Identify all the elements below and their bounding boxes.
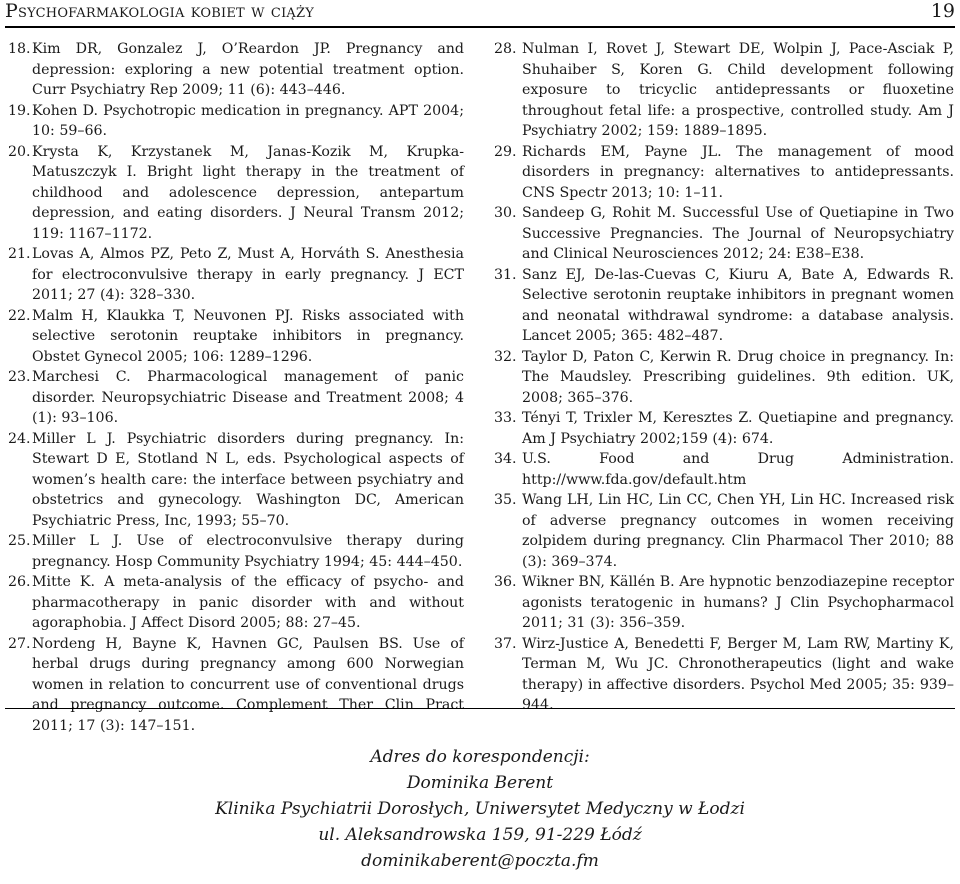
reference-text: Nordeng H, Bayne K, Havnen GC, Paulsen BS. Use of herbal drugs during pregnancy among 600 Norwegian women in relation to concurrent use of conventional drugs and pregnancy outcome. Complement Ther Clin Pract 2011; 17 (3): 147–151.: [32, 635, 464, 734]
reference-item: [494, 490, 954, 572]
reference-text: Marchesi C. Pharmacological management of panic disorder. Neuropsychiatric Disease and Treatment 2008; 4 (1): 93–106.: [32, 369, 464, 426]
footer-divider: [5, 708, 955, 709]
reference-text: Miller L J. Psychiatric disorders during pregnancy. In: Stewart D E, Stotland N L, eds. Psychological aspects of women’s health care: the interface between psychiatry and obstetrics and gynecology. Washington DC, American Psychiatric Press, Inc, 1993; 55–70.: [32, 430, 464, 529]
reference-number: 24.: [8, 430, 31, 447]
reference-number: 30.: [494, 205, 517, 221]
reference-item: [8, 306, 464, 368]
reference-text: Richards EM, Payne JL. The management of mood disorders in pregnancy: alternatives to antidepressants. CNS Spectr 2013; 10: 1–11.: [522, 143, 954, 201]
correspondence-street: ul. Aleksandrowska 159, 91-229 Łódź: [318, 825, 642, 845]
reference-number: 29.: [494, 143, 517, 160]
running-title: Psychofarmakologia kobiet w ciąży: [5, 0, 315, 22]
correspondence-heading: Adres do korespondencji:: [370, 747, 590, 767]
reference-text: Malm H, Klaukka T, Neuvonen PJ. Risks associated with selective serotonin reuptake inhibitors in pregnancy. Obstet Gynecol 2005; 106: 1289–1296.: [32, 307, 464, 365]
reference-item: [494, 265, 954, 347]
reference-number: 27.: [8, 635, 31, 652]
reference-item: [494, 347, 954, 409]
reference-item: [8, 531, 464, 572]
reference-text: Kim DR, Gonzalez J, O’Reardon JP. Pregnancy and depression: exploring a new potential treatment option. Curr Psychiatry Rep 2009; 11 (6): 443–446.: [32, 41, 464, 98]
reference-text: Krysta K, Krzystanek M, Janas-Kozik M, Krupka-Matuszczyk I. Bright light therapy in the treatment of childhood and adolescence depression, antepartum depression, and eating disorders. J Neural Transm 2012; 119: 1167–1172.: [32, 143, 464, 242]
reference-text: U.S. Food and Drug Administration. http://www.fda.gov/default.htm: [522, 451, 954, 488]
reference-item: [494, 408, 954, 449]
reference-number: 18.: [8, 41, 31, 57]
correspondence-email[interactable]: dominikaberent@poczta.fm: [361, 851, 599, 871]
reference-item: [8, 367, 464, 429]
reference-item: [8, 634, 464, 737]
reference-number: 32.: [494, 348, 517, 365]
reference-text: Mitte K. A meta-analysis of the efficacy of psycho- and pharmacotherapy in panic disorder with and without agoraphobia. J Affect Disord 2005; 88: 27–45.: [32, 574, 464, 631]
reference-text: Tényi T, Trixler M, Keresztes Z. Quetiapine and pregnancy. Am J Psychiatry 2002;159 (4): 674.: [522, 410, 954, 447]
reference-text: Sanz EJ, De-las-Cuevas C, Kiuru A, Bate A, Edwards R. Selective serotonin reuptake inhibitors in pregnant women and neonatal withdrawal syndrome: a database analysis. Lancet 2005; 365: 482–487.: [522, 266, 954, 344]
reference-text: Taylor D, Paton C, Kerwin R. Drug choice in pregnancy. In: The Maudsley. Prescribing guidelines. 9th edition. UK, 2008; 365–376.: [522, 348, 954, 406]
reference-item: [8, 39, 464, 101]
reference-text: Kohen D. Psychotropic medication in pregnancy. APT 2004; 10: 59–66.: [32, 102, 464, 139]
reference-number: 37.: [494, 635, 517, 652]
reference-item: [494, 39, 954, 142]
reference-number: 28.: [494, 41, 517, 57]
reference-number: 23.: [8, 369, 31, 385]
reference-number: 26.: [8, 574, 31, 590]
references-right-column: [494, 39, 954, 716]
page-number: 19: [930, 0, 955, 22]
reference-item: [8, 429, 464, 532]
reference-number: 19.: [8, 102, 31, 119]
reference-number: 33.: [494, 410, 517, 426]
reference-item: [8, 244, 464, 306]
reference-number: 20.: [8, 143, 31, 160]
reference-text: Wang LH, Lin HC, Lin CC, Chen YH, Lin HC. Increased risk of adverse pregnancy outcomes in women receiving zolpidem during pregnancy. Clin Pharmacol Ther 2010; 88 (3): 369–374.: [522, 492, 954, 570]
reference-item: [8, 142, 464, 245]
reference-number: 25.: [8, 533, 31, 549]
reference-number: 34.: [494, 451, 517, 467]
reference-item: [494, 203, 954, 265]
reference-number: 35.: [494, 492, 517, 508]
reference-number: 21.: [8, 246, 31, 262]
reference-text: Sandeep G, Rohit M. Successful Use of Quetiapine in Two Successive Pregnancies. The Journal of Neuropsychiatry and Clinical Neurosciences 2012; 24: E38–E38.: [522, 205, 954, 262]
running-header: [5, 0, 955, 28]
reference-number: 36.: [494, 574, 517, 590]
correspondence-name: Dominika Berent: [406, 773, 554, 793]
reference-item: [494, 572, 954, 634]
reference-item: [8, 101, 464, 142]
reference-text: Lovas A, Almos PZ, Peto Z, Must A, Horváth S. Anesthesia for electroconvulsive therapy in early pregnancy. J ECT 2011; 27 (4): 328–330.: [32, 246, 464, 303]
reference-text: Wirz-Justice A, Benedetti F, Berger M, Lam RW, Martiny K, Terman M, Wu JC. Chronotherapeutics (light and wake therapy) in affective disorders. Psychol Med 2005; 35: 939–944.: [522, 635, 954, 713]
reference-number: 31.: [494, 266, 517, 283]
reference-number: 22.: [8, 307, 31, 324]
reference-item: [8, 572, 464, 634]
reference-text: Miller L J. Use of electroconvulsive therapy during pregnancy. Hosp Community Psychiatry 1994; 45: 444–450.: [32, 533, 464, 570]
references-left-column: [8, 39, 464, 736]
correspondence-institution: Klinika Psychiatrii Dorosłych, Uniwersytet Medyczny w Łodzi: [215, 799, 745, 819]
correspondence-block: [0, 744, 960, 874]
reference-item: [494, 142, 954, 204]
reference-item: [494, 449, 954, 490]
reference-text: Wikner BN, Källén B. Are hypnotic benzodiazepine receptor agonists teratogenic in humans? J Clin Psychopharmacol 2011; 31 (3): 356–359.: [522, 574, 954, 631]
reference-item: [494, 634, 954, 716]
reference-text: Nulman I, Rovet J, Stewart DE, Wolpin J, Pace-Asciak P, Shuhaiber S, Koren G. Child development following exposure to tricyclic antidepressants or fluoxetine throughout fetal life: a prospective, controlled study. Am J Psychiatry 2002; 159: 1889–1895.: [522, 41, 954, 139]
